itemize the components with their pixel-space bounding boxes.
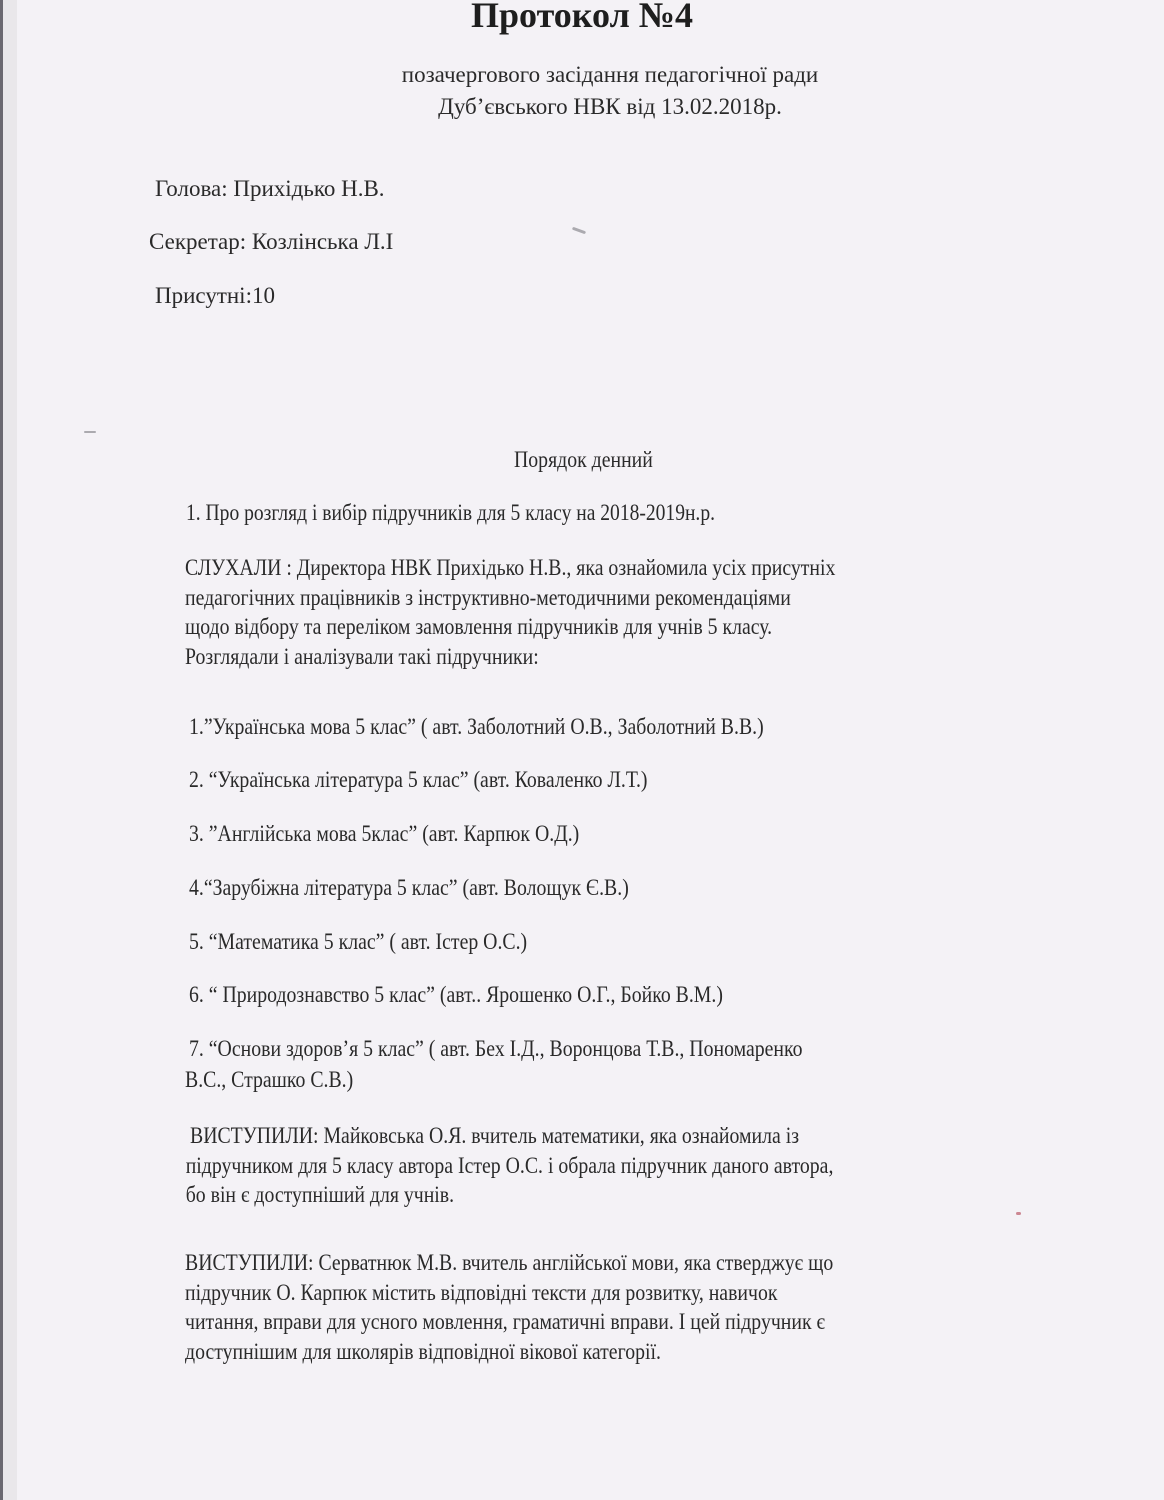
textbook-item: 5. “Математика 5 клас” ( авт. Істер О.С.) — [189, 929, 528, 954]
speech-section-2 — [185, 1248, 1071, 1366]
chair-line: Голова: Прихідько Н.В. — [155, 176, 385, 201]
document-title: Протокол №4 — [471, 0, 693, 35]
speech-line: ВИСТУПИЛИ: Майковська О.Я. вчитель математики, яка ознайомила із — [190, 1123, 800, 1148]
secretary-line: Секретар: Козлінська Л.І — [149, 229, 394, 254]
heard-section — [185, 553, 1071, 671]
scan-speck — [572, 227, 586, 235]
textbook-item: 7. “Основи здоров’я 5 клас” ( авт. Бех І.Д., Воронцова Т.В., Пономаренко — [189, 1036, 803, 1061]
speech-line: доступнішим для школярів відповідної вікової категорії. — [185, 1338, 661, 1364]
textbook-item-continuation: В.С., Страшко С.В.) — [185, 1067, 354, 1092]
textbook-item: 4.“Зарубіжна література 5 клас” (авт. Волощук Є.В.) — [189, 875, 629, 900]
heard-line: педагогічних працівників з інструктивно-методичними рекомендаціями — [185, 584, 791, 610]
agenda-heading: Порядок денний — [514, 447, 653, 472]
heard-line: СЛУХАЛИ : Директора НВК Прихідько Н.В., яка ознайомила усіх присутніх — [185, 555, 836, 580]
heard-line: Розглядали і аналізували такі підручники: — [185, 643, 539, 669]
speech-line: бо він є доступніший для учнів. — [185, 1182, 455, 1207]
speech-line: ВИСТУПИЛИ: Серватнюк М.В. вчитель англійської мови, яка стверджує що — [185, 1250, 834, 1275]
textbook-item: 2. “Українська література 5 клас” (авт. Коваленко Л.Т.) — [189, 767, 648, 792]
speech-section-1 — [185, 1121, 1076, 1210]
textbook-item: 3. ”Англійська мова 5клас” (авт. Карпюк О.Д.) — [189, 821, 580, 846]
scan-left-shadow — [3, 0, 17, 1500]
scan-speck — [1016, 1212, 1021, 1215]
speech-line: підручником для 5 класу автора Істер О.С. і обрала підручник даного автора, — [185, 1152, 834, 1178]
present-line: Присутні:10 — [155, 283, 275, 308]
heard-line: щодо відбору та переліком замовлення підручників для учнів 5 класу. — [185, 614, 773, 639]
document-subtitle-line-2: Дуб’євського НВК від 13.02.2018р. — [438, 94, 782, 119]
scan-speck — [84, 431, 96, 433]
speech-line: читання, вправи для усного мовлення, граматичні вправи. І цей підручник є — [185, 1309, 826, 1334]
textbook-item: 1.”Українська мова 5 клас” ( авт. Заболотний О.В., Заболотний В.В.) — [189, 714, 764, 739]
speech-line: підручник О. Карпюк містить відповідні тексти для розвитку, навичок — [185, 1279, 778, 1305]
agenda-item-1: 1. Про розгляд і вибір підручників для 5 класу на 2018-2019н.р. — [186, 500, 715, 525]
document-subtitle-line-1: позачергового засідання педагогічної ради — [401, 62, 819, 87]
textbook-item: 6. “ Природознавство 5 клас” (авт.. Ярошенко О.Г., Бойко В.М.) — [189, 982, 723, 1007]
